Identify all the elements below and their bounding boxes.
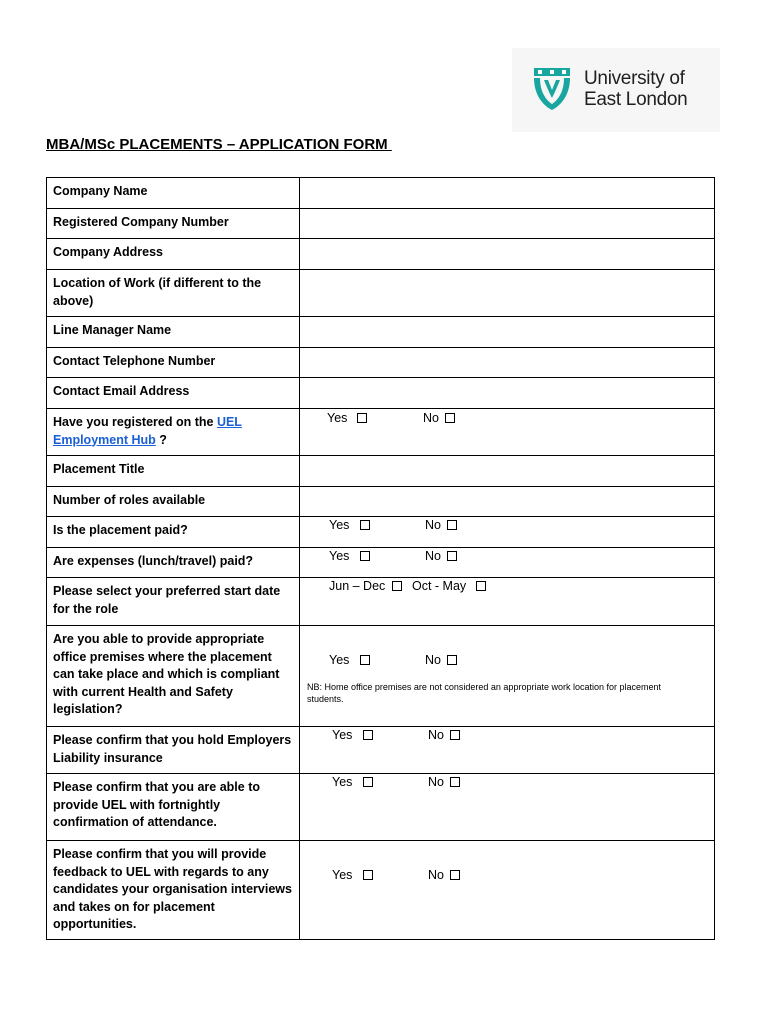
field-company-name[interactable] <box>300 178 715 209</box>
label-line-manager: Line Manager Name <box>47 317 300 348</box>
yes-label: Yes <box>327 411 348 425</box>
premises-note: NB: Home office premises are not considered an appropriate work location for placement students. <box>307 682 662 704</box>
field-roles[interactable] <box>300 487 715 517</box>
application-table <box>46 177 715 940</box>
hub-suffix: ? <box>155 432 167 447</box>
field-location[interactable] <box>300 270 715 317</box>
feedback-yes-checkbox[interactable] <box>363 870 373 880</box>
no-label: No <box>428 775 444 789</box>
field-company-address[interactable] <box>300 239 715 270</box>
feedback-no-checkbox[interactable] <box>450 870 460 880</box>
label-premises: Are you able to provide appropriate office premises where the placement can take place and which is compliant with current Health and Safety legislation? <box>47 626 300 727</box>
no-label: No <box>425 518 441 532</box>
employment-hub-link[interactable]: UEL Employment Hub <box>53 415 242 447</box>
label-telephone: Contact Telephone Number <box>47 348 300 378</box>
row-insurance <box>47 727 715 774</box>
row-feedback <box>47 841 715 940</box>
row-telephone <box>47 348 715 378</box>
hub-no-checkbox[interactable] <box>445 413 455 423</box>
label-insurance: Please confirm that you hold Employers Liability insurance <box>47 727 300 774</box>
logo-line-1: University of <box>584 68 685 89</box>
row-start-date <box>47 578 715 626</box>
label-start-date: Please select your preferred start date for the role <box>47 578 300 626</box>
no-label: No <box>425 653 441 667</box>
insurance-no-checkbox[interactable] <box>450 730 460 740</box>
label-attendance: Please confirm that you are able to provide UEL with fortnightly confirmation of attendance. <box>47 774 300 841</box>
answer-feedback <box>300 841 715 940</box>
label-placement-title: Placement Title <box>47 456 300 487</box>
label-employment-hub <box>47 409 300 456</box>
logo-line-2: East London <box>584 89 688 110</box>
field-telephone[interactable] <box>300 348 715 378</box>
field-email[interactable] <box>300 378 715 409</box>
yes-label: Yes <box>332 775 353 789</box>
uel-logo <box>512 48 720 132</box>
label-company-address: Company Address <box>47 239 300 270</box>
paid-yes-checkbox[interactable] <box>360 520 370 530</box>
row-company-address <box>47 239 715 270</box>
row-employment-hub <box>47 409 715 456</box>
answer-premises <box>300 626 715 727</box>
field-company-number[interactable] <box>300 209 715 239</box>
uel-crest-icon <box>530 64 574 112</box>
answer-start-date <box>300 578 715 626</box>
row-line-manager <box>47 317 715 348</box>
label-location: Location of Work (if different to the above) <box>47 270 300 317</box>
yes-label: Yes <box>332 728 353 742</box>
oct-may-label: Oct - May <box>412 579 467 593</box>
attendance-yes-checkbox[interactable] <box>363 777 373 787</box>
no-label: No <box>428 728 444 742</box>
form-title: MBA/MSc PLACEMENTS – APPLICATION FORM <box>46 136 392 153</box>
yes-label: Yes <box>329 653 350 667</box>
row-company-number <box>47 209 715 239</box>
row-paid <box>47 517 715 548</box>
label-feedback: Please confirm that you will provide feedback to UEL with regards to any candidates your organisation interviews and takes on for placement opportunities. <box>47 841 300 940</box>
row-roles <box>47 487 715 517</box>
logo-text <box>584 68 687 110</box>
yes-label: Yes <box>332 868 353 882</box>
oct-may-checkbox[interactable] <box>476 581 486 591</box>
label-company-name: Company Name <box>47 178 300 209</box>
premises-no-checkbox[interactable] <box>447 655 457 665</box>
jun-dec-checkbox[interactable] <box>392 581 402 591</box>
row-expenses <box>47 548 715 578</box>
answer-paid <box>300 517 715 548</box>
no-label: No <box>428 868 444 882</box>
jun-dec-label: Jun – Dec <box>329 579 386 593</box>
row-location <box>47 270 715 317</box>
answer-attendance <box>300 774 715 841</box>
row-premises <box>47 626 715 727</box>
expenses-yes-checkbox[interactable] <box>360 551 370 561</box>
attendance-no-checkbox[interactable] <box>450 777 460 787</box>
answer-employment-hub <box>300 409 715 456</box>
label-roles: Number of roles available <box>47 487 300 517</box>
field-placement-title[interactable] <box>300 456 715 487</box>
answer-expenses <box>300 548 715 578</box>
premises-yes-checkbox[interactable] <box>360 655 370 665</box>
yes-label: Yes <box>329 549 350 563</box>
row-email <box>47 378 715 409</box>
yes-label: Yes <box>329 518 350 532</box>
hub-yes-checkbox[interactable] <box>357 413 367 423</box>
insurance-yes-checkbox[interactable] <box>363 730 373 740</box>
row-attendance <box>47 774 715 841</box>
label-expenses: Are expenses (lunch/travel) paid? <box>47 548 300 578</box>
label-email: Contact Email Address <box>47 378 300 409</box>
row-placement-title <box>47 456 715 487</box>
answer-insurance <box>300 727 715 774</box>
label-paid: Is the placement paid? <box>47 517 300 548</box>
field-line-manager[interactable] <box>300 317 715 348</box>
paid-no-checkbox[interactable] <box>447 520 457 530</box>
expenses-no-checkbox[interactable] <box>447 551 457 561</box>
row-company-name <box>47 178 715 209</box>
no-label: No <box>423 411 439 425</box>
hub-prefix: Have you registered on the <box>53 415 217 429</box>
no-label: No <box>425 549 441 563</box>
label-company-number: Registered Company Number <box>47 209 300 239</box>
